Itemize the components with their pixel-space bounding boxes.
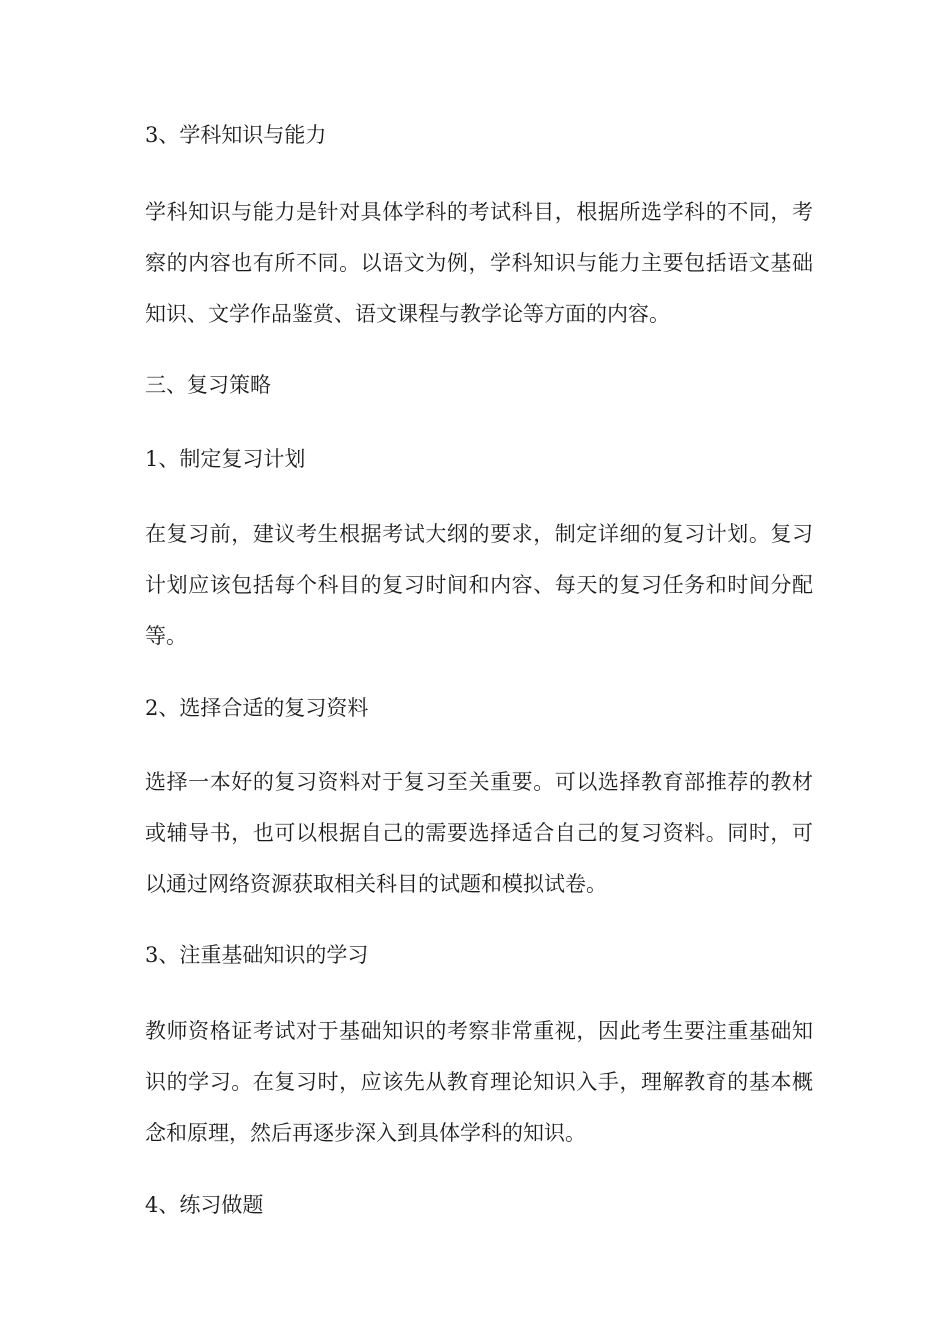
paragraph-basic-knowledge: 教师资格证考试对于基础知识的考察非常重视，因此考生要注重基础知识的学习。在复习时，应该先从教育理论知识入手，理解教育的基本概念和原理，然后再逐步深入到具体学科的知识。 [145, 1019, 813, 1145]
section-heading-make-plan: 1、制定复习计划 [145, 447, 306, 471]
paragraph-make-plan: 在复习前，建议考生根据考试大纲的要求，制定详细的复习计划。复习计划应该包括每个科目的复习时间和内容、每天的复习任务和时间分配等。 [145, 522, 813, 648]
section-heading-basic-knowledge: 3、注重基础知识的学习 [145, 943, 369, 967]
section-heading-review-strategy: 三、复习策略 [145, 373, 271, 397]
paragraph-choose-materials: 选择一本好的复习资料对于复习至关重要。可以选择教育部推荐的教材或辅导书，也可以根据自己的需要选择适合自己的复习资料。同时，可以通过网络资源获取相关科目的试题和模拟试卷。 [145, 770, 813, 896]
section-heading-subject-knowledge: 3、学科知识与能力 [145, 123, 327, 147]
paragraph-subject-knowledge: 学科知识与能力是针对具体学科的考试科目，根据所选学科的不同，考察的内容也有所不同。以语文为例，学科知识与能力主要包括语文基础知识、文学作品鉴赏、语文课程与教学论等方面的内容。 [145, 200, 813, 326]
section-heading-practice: 4、练习做题 [145, 1193, 264, 1217]
section-heading-choose-materials: 2、选择合适的复习资料 [145, 696, 369, 720]
